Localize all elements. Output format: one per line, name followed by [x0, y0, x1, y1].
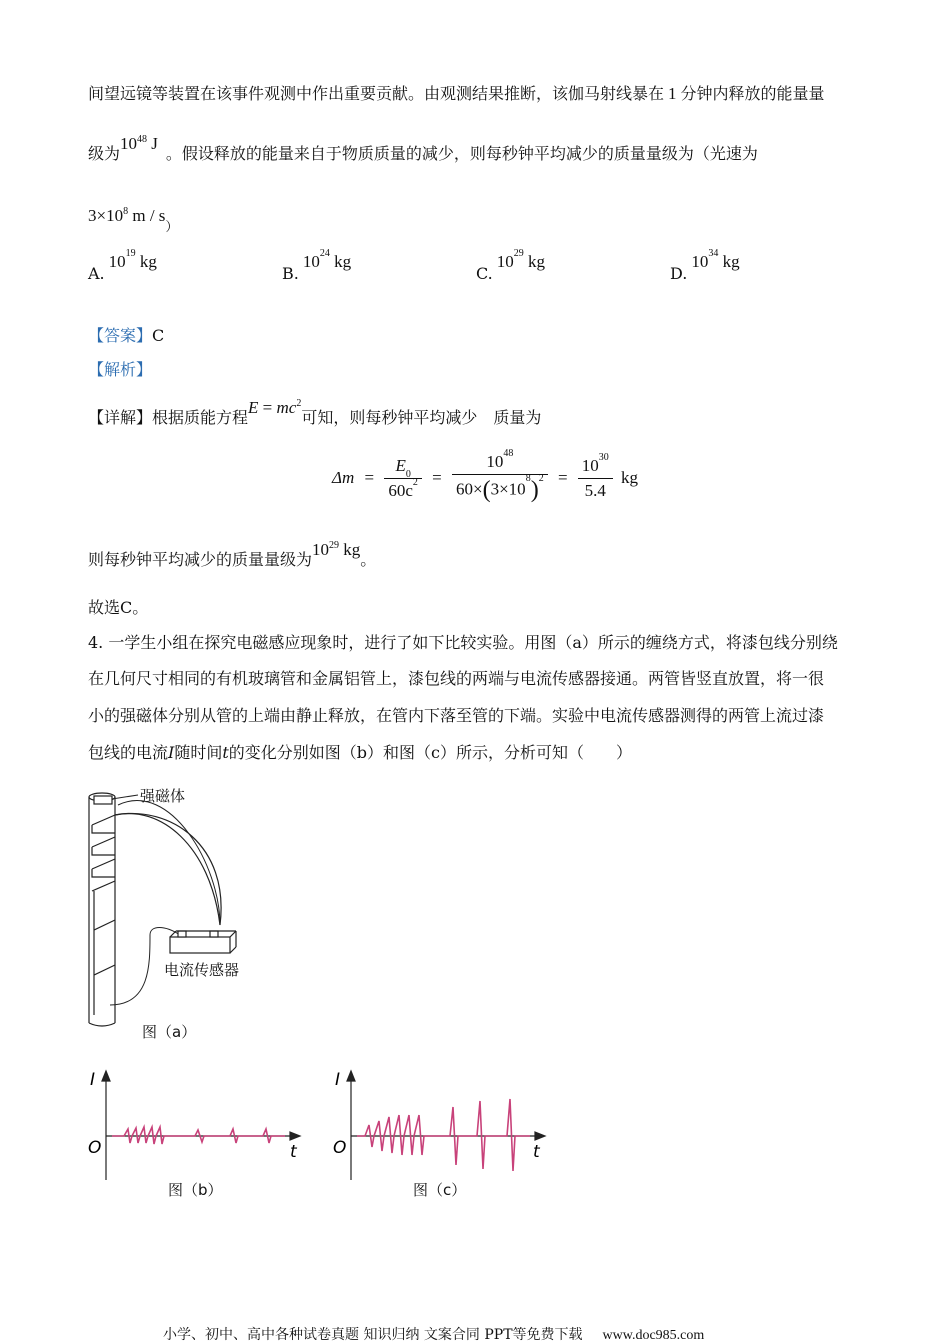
fraction-1: [384, 456, 422, 501]
q4-line-2: 在几何尺寸相同的有机玻璃管和金属铝管上，漆包线的两端与电流传感器接通。两管皆竖直放置，将一很: [88, 669, 825, 688]
c-x-label: t: [533, 1142, 540, 1162]
footer-url[interactable]: www.doc985.com: [602, 1328, 705, 1343]
figure-c: [325, 1065, 555, 1205]
answer-value: C: [152, 326, 165, 345]
conclusion-base: 10: [312, 540, 330, 559]
b-y-label: I: [90, 1070, 96, 1090]
frac1-num-sub: 0: [405, 468, 411, 480]
b-origin: O: [88, 1138, 102, 1158]
frac2-den-exp: 2: [538, 473, 544, 484]
frac1-den-exp: 2: [412, 476, 418, 488]
q4-line-4-mid: 随时间: [174, 743, 223, 762]
tube: [89, 793, 115, 1026]
q4-line-4-tail: 的变化分别如图（b）和图（c）所示，分析可知（ ）: [228, 743, 633, 762]
option-b-exp: 24: [319, 248, 330, 259]
x-axis-arrow: [290, 1132, 300, 1140]
option-d-exp: 34: [708, 248, 719, 259]
q4-line-1: 4. 一学生小组在探究电磁感应现象时，进行了如下比较实验。用图（a）所示的缠绕方式，将漆包线分别绕: [88, 633, 838, 652]
option-b-unit: kg: [334, 252, 352, 271]
figure-b: [80, 1065, 310, 1205]
frac2-den-inner: 3×10: [490, 479, 526, 499]
conclusion-end: 。: [360, 550, 377, 569]
eq-sign-2: =: [432, 468, 442, 487]
energy-value: [120, 134, 158, 153]
intro-text-2-tail: 。假设释放的能量来自于物质质量的减少，则每秒钟平均减少的质量量级为（光速为: [165, 144, 758, 163]
c-exp: 8: [123, 206, 129, 217]
q4-line-3: 小的强磁体分别从管的上端由静止释放，在管内下落至管的下端。实验中电流传感器测得的两管上流过漆: [88, 706, 825, 725]
conclusion-value: [312, 540, 360, 559]
frac2-den-inner-exp: 8: [525, 473, 531, 484]
option-b-letter: B.: [282, 264, 299, 283]
minute-number: 1: [668, 84, 677, 103]
q4-line-4: [88, 743, 632, 763]
intro-text-2-pre: 级为: [88, 144, 121, 163]
formula-e: E: [248, 398, 259, 417]
option-d-base: 10: [691, 252, 709, 271]
detail-pre: 根据质能方程: [152, 408, 249, 427]
c-y-label: I: [335, 1070, 341, 1090]
choose-line: 故选C。: [88, 598, 149, 617]
frac1-num: E: [395, 455, 406, 475]
q4-time-symbol: t: [222, 743, 229, 762]
eq-lhs: Δm: [332, 468, 355, 487]
option-a-letter: A.: [88, 264, 105, 283]
option-c-letter: C.: [476, 264, 493, 283]
y-axis-arrow: [102, 1071, 110, 1081]
frac2-num: 10: [486, 452, 504, 471]
option-a-exp: 19: [125, 248, 136, 259]
intro-line-1: [88, 84, 825, 104]
intro-line-3: [88, 206, 179, 235]
frac3-num: 10: [581, 455, 599, 475]
frac3-den: 5.4: [584, 480, 606, 500]
answer-label: 【答案】: [88, 326, 153, 345]
option-a[interactable]: [88, 248, 157, 284]
detail-line: [88, 398, 542, 428]
frac2-num-exp: 48: [503, 448, 514, 459]
detail-post: 可知，则每秒钟平均减少: [301, 408, 478, 427]
frac2-den-pre: 60×: [456, 479, 483, 499]
coil: [92, 813, 221, 1015]
eq-unit: kg: [621, 468, 639, 487]
conclusion-unit: kg: [343, 540, 361, 559]
figure-a: [80, 785, 300, 1045]
detail-gap: 质量为: [493, 408, 542, 427]
light-speed: [88, 206, 165, 225]
mass-equation: [332, 448, 639, 504]
option-c-exp: 29: [513, 248, 524, 259]
c-origin: O: [333, 1138, 347, 1158]
option-c-base: 10: [496, 252, 514, 271]
magnet-label: 强磁体: [140, 787, 186, 805]
conclusion-line: [88, 540, 377, 570]
formula-mc: mc: [276, 398, 297, 417]
current-sensor: [170, 931, 236, 953]
option-d-unit: kg: [722, 252, 740, 271]
option-d-letter: D.: [670, 264, 688, 283]
mass-energy-formula: [248, 398, 301, 417]
eq-sign-3: =: [557, 468, 568, 487]
detail-label: 【详解】: [88, 408, 153, 427]
c-coef: 3×10: [88, 206, 124, 225]
conclusion-pre: 则每秒钟平均减少的质量量级为: [88, 550, 313, 569]
energy-base: 10: [120, 134, 138, 153]
option-a-base: 10: [108, 252, 126, 271]
sensor-label: 电流传感器: [164, 961, 240, 979]
option-a-unit: kg: [139, 252, 157, 271]
option-d[interactable]: [670, 248, 740, 284]
frac1-den: 60c: [388, 480, 413, 500]
analysis-label: 【解析】: [88, 360, 153, 379]
intro-text-1-tail: 分钟内释放的能量量: [680, 84, 825, 103]
fraction-3: [578, 451, 613, 501]
conclusion-exp: 29: [329, 540, 340, 551]
fraction-2: $\frac{10^{48}}{60\times(3\times 10^8)^2}$: [452, 452, 548, 504]
current-curve-c: [357, 1099, 530, 1171]
frac3-num-exp: 30: [598, 451, 609, 463]
figure-c-caption: 图（c）: [413, 1181, 467, 1199]
figure-a-caption: 图（a）: [142, 1023, 197, 1041]
figure-b-caption: 图（b）: [168, 1181, 223, 1199]
option-c-unit: kg: [528, 252, 546, 271]
x-axis-arrow: [535, 1132, 545, 1140]
q4-current-symbol: I: [168, 743, 175, 762]
answer-line: [88, 326, 164, 346]
eq-sign-1: =: [364, 468, 375, 487]
energy-unit: J: [151, 134, 158, 153]
option-b[interactable]: [282, 248, 352, 284]
c-unit: m / s: [132, 206, 166, 225]
energy-exp: 48: [137, 134, 148, 145]
intro-text-1: 间望远镜等装置在该事件观测中作出重要贡献。由观测结果推断，该伽马射线暴在: [88, 84, 665, 103]
option-b-base: 10: [302, 252, 320, 271]
c-close: ）: [165, 220, 179, 235]
q4-line-4-pre: 包线的电流: [88, 743, 169, 762]
y-axis-arrow: [347, 1071, 355, 1081]
option-c[interactable]: [476, 248, 546, 284]
magnet-leader: [112, 795, 138, 799]
b-x-label: t: [290, 1142, 297, 1162]
formula-eq: =: [262, 398, 273, 417]
footer: [163, 1324, 704, 1344]
footer-text: 小学、初中、高中各种试卷真题 知识归纳 文案合同 PPT等免费下载: [163, 1327, 583, 1343]
magnet-rect: [94, 796, 112, 804]
formula-exp: 2: [296, 398, 302, 409]
intro-line-2: [88, 134, 758, 164]
